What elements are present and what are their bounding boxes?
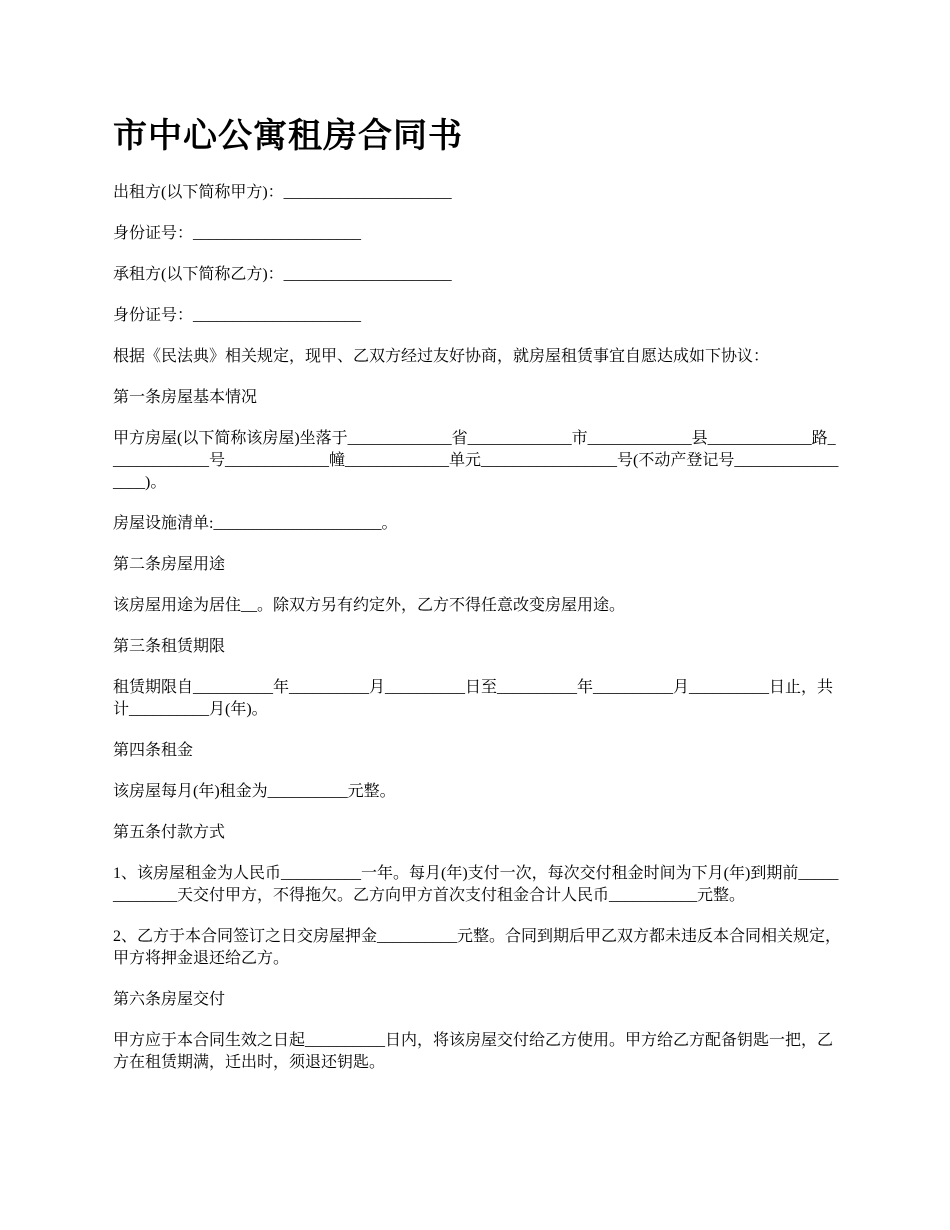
document-title: 市中心公寓租房合同书 — [113, 116, 463, 156]
article-5-item-2: 2、乙方于本合同签订之日交房屋押金__________元整。合同到期后甲乙双方都未违反本合同相关规定，甲方将押金退还给乙方。 — [113, 928, 842, 967]
article-1-location: 甲方房屋(以下简称该房屋)坐落于_____________省_____________市_____________县_____________路_____________号_____________幢_____________单元_________________号(不动产登记号_________________)。 — [113, 430, 839, 491]
article-6-heading: 第六条房屋交付 — [113, 991, 226, 1008]
intro-paragraph: 根据《民法典》相关规定，现甲、乙双方经过友好协商，就房屋租赁事宜自愿达成如下协议： — [113, 348, 770, 365]
article-3-body: 租赁期限自__________年__________月__________日至__________年__________月__________日止，共计__________月(年)。 — [113, 679, 834, 718]
article-5-heading: 第五条付款方式 — [113, 824, 226, 841]
article-4-body: 该房屋每月(年)租金为__________元整。 — [113, 783, 396, 800]
document-body — [113, 182, 841, 1093]
lessor-id-line: 身份证号：_____________________ — [113, 225, 362, 242]
article-1-facilities: 房屋设施清单:_____________________。 — [113, 515, 398, 532]
article-3-heading: 第三条租赁期限 — [113, 638, 226, 655]
article-1-heading: 第一条房屋基本情况 — [113, 389, 258, 406]
article-4-heading: 第四条租金 — [113, 742, 194, 759]
lessee-id-line: 身份证号：_____________________ — [113, 307, 362, 324]
article-2-heading: 第二条房屋用途 — [113, 556, 226, 573]
lessor-line: 出租方(以下简称甲方)：_____________________ — [113, 184, 452, 201]
article-6-body: 甲方应于本合同生效之日起__________日内，将该房屋交付给乙方使用。甲方给乙方配备钥匙一把，乙方在租赁期满，迁出时，须退还钥匙。 — [113, 1032, 834, 1071]
article-5-item-1: 1、该房屋租金为人民币__________一年。每月(年)支付一次，每次交付租金时间为下月(年)到期前_____________天交付甲方，不得拖欠。乙方向甲方首次支付租金合计人民币___________元整。 — [113, 865, 839, 904]
article-2-body: 该房屋用途为居住__。除双方另有约定外，乙方不得任意改变房屋用途。 — [113, 597, 626, 614]
lessee-line: 承租方(以下简称乙方)：_____________________ — [113, 266, 452, 283]
